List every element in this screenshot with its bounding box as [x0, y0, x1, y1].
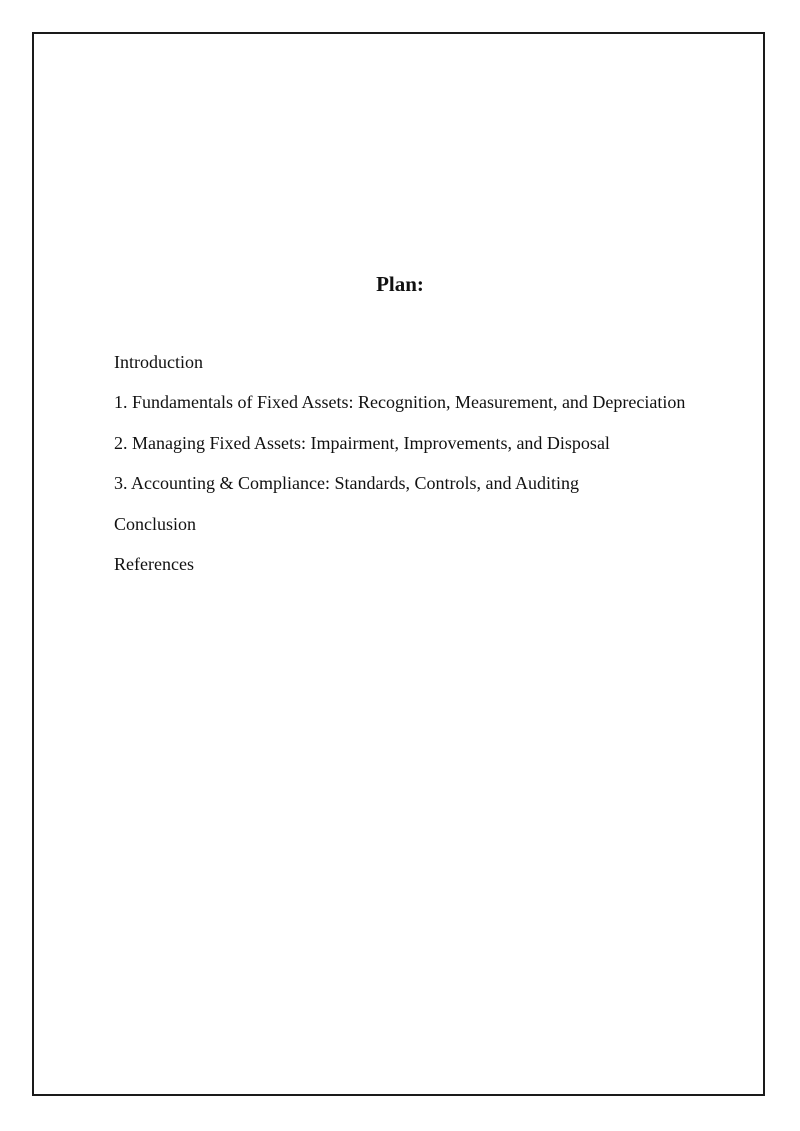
page-title: Plan:: [376, 272, 424, 296]
plan-list: [114, 350, 685, 592]
plan-item-section-3: 3. Accounting & Compliance: Standards, Controls, and Auditing: [114, 473, 579, 494]
plan-item-section-2: 2. Managing Fixed Assets: Impairment, Improvements, and Disposal: [114, 432, 610, 453]
plan-item-conclusion: Conclusion: [114, 513, 197, 534]
plan-item-introduction: Introduction: [114, 352, 203, 372]
plan-item-references: References: [114, 553, 194, 574]
plan-item-section-1: 1. Fundamentals of Fixed Assets: Recognition, Measurement, and Depreciation: [114, 392, 686, 413]
